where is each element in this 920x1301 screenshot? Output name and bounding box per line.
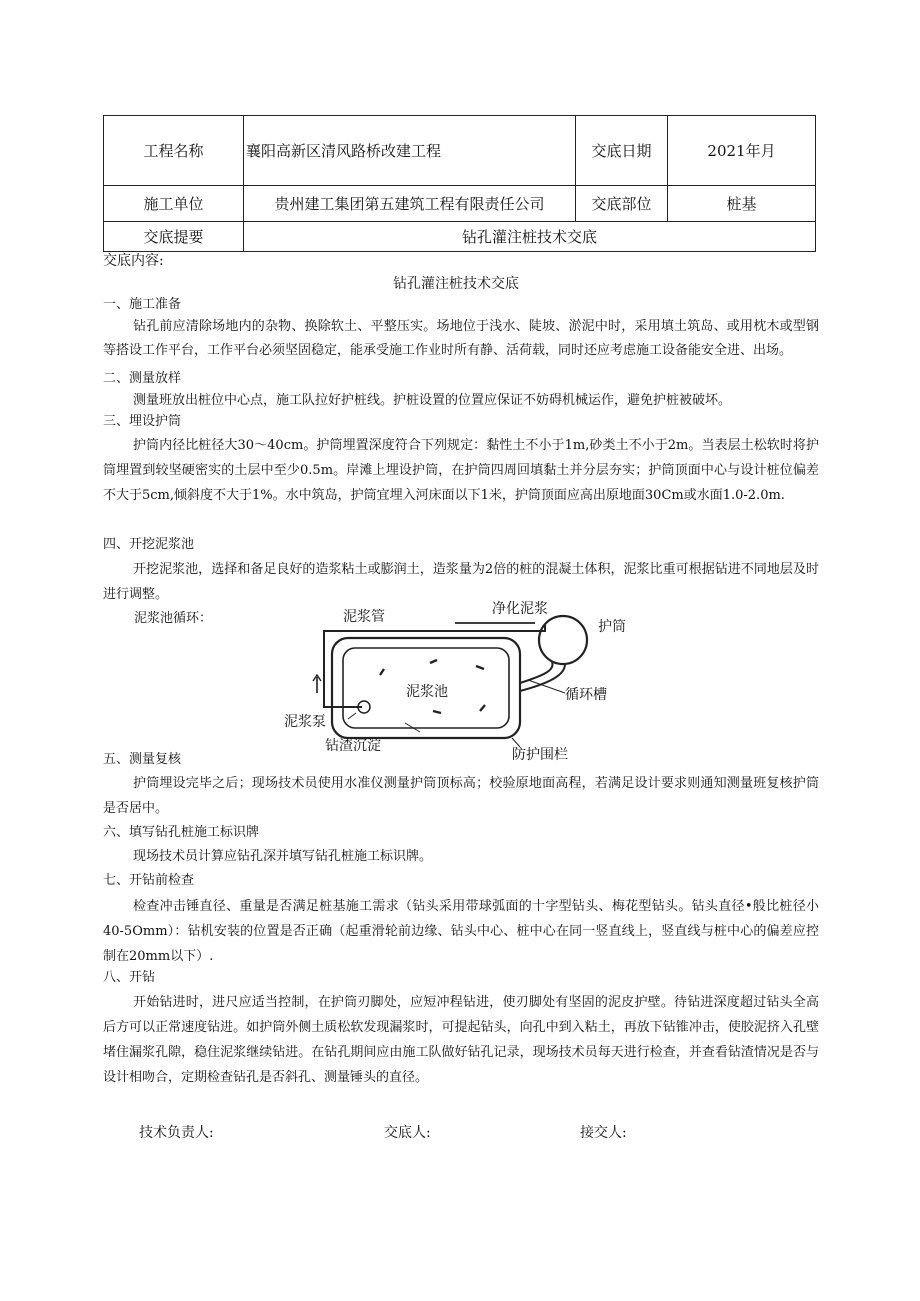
doc-title: 钻孔灌注桩技术交底 bbox=[393, 276, 519, 292]
sediment-mark bbox=[380, 669, 384, 675]
trough-line-2 bbox=[520, 664, 565, 691]
date-label: 交底日期 bbox=[576, 116, 668, 186]
section-1-title: 一、施工准备 bbox=[103, 297, 182, 312]
section-3-body: 护筒内径比桩径大30～40cm。护筒埋置深度符合下列规定：黏性土不小于1m,砂类土不小于2m。当表层土松软时将护筒埋置到较坚硬密实的土层中至少0.5m。岸滩上埋设护筒，在护筒四周回填黏土并分层夯实；护筒顶面中心与设计桩位偏差不大于5cm,倾斜度不大于1%。水中筑岛，护筒宜埋入河床面以下1米，护筒顶面应高出原地面30Cm或水面1.0-2.0m. bbox=[103, 438, 819, 503]
fence-leader bbox=[512, 738, 520, 747]
project-name-label: 工程名称 bbox=[104, 116, 244, 186]
summary-value: 钻孔灌注桩技术交底 bbox=[244, 222, 816, 252]
casing-label: 护筒 bbox=[598, 619, 626, 635]
section-4-title: 四、开挖泥浆池 bbox=[103, 537, 195, 552]
circulation-trough-label: 循环槽 bbox=[565, 687, 607, 703]
section-5-title: 五、测量复核 bbox=[103, 752, 182, 767]
sediment-label: 钻渣沉淀 bbox=[325, 738, 381, 754]
part-value: 桩基 bbox=[668, 186, 816, 222]
section-1-body: 钻孔前应清除场地内的杂物、换除软土、平整压实。场地位于浅水、陡坡、淤泥中时，采用填土筑岛、或用枕木或型钢等搭设工作平台，工作平台必须坚固稳定，能承受施工作业时所有静、活荷载，同时还应考虑施工设备能安全进、出场。 bbox=[103, 319, 819, 358]
mud-pool-label: 泥浆池 bbox=[406, 684, 448, 700]
purify-mud-label: 净化泥浆 bbox=[492, 601, 548, 617]
section-2-title: 二、测量放样 bbox=[103, 371, 182, 386]
mud-circulation-diagram bbox=[280, 595, 660, 765]
section-6-body: 现场技术员计算应钻孔深并填写钻孔桩施工标识牌。 bbox=[133, 849, 433, 864]
section-8-title: 八、开钻 bbox=[103, 970, 156, 985]
section-2-body: 测量班放出桩位中心点，施工队拉好护桩线。护桩设置的位置应保证不妨碍机械运作，避免护桩被破坏。 bbox=[133, 393, 732, 408]
project-name-value: 襄阳高新区清风路桥改建工程 bbox=[244, 116, 576, 186]
section-7-title: 七、开钻前检查 bbox=[103, 873, 195, 888]
mud-pump-label: 泥浆泵 bbox=[284, 714, 326, 730]
sediment-mark bbox=[433, 711, 441, 713]
contractor-value: 贵州建工集团第五建筑工程有限责任公司 bbox=[244, 186, 576, 222]
summary-label: 交底提要 bbox=[104, 222, 244, 252]
section-3-title: 三、埋设护筒 bbox=[103, 414, 182, 429]
receiver-signature-label: 接交人: bbox=[580, 1125, 627, 1141]
section-7-body: 检查冲击锤直径、重量是否满足桩基施工需求（钻头采用带球弧面的十字型钻头、梅花型钻头。钻头直径•般比桩径小40-5Omm）：钻机安装的位置是否正确（起重滑轮前边缘、钻头中心、桩中心在同一竖直线上，竖直线与桩中心的偏差应控制在20mm以下）. bbox=[103, 899, 819, 964]
date-value: 2021年月 bbox=[668, 116, 816, 186]
sediment-mark bbox=[430, 660, 437, 663]
mud-cycle-label: 泥浆池循环： bbox=[134, 611, 213, 626]
discloser-signature-label: 交底人: bbox=[384, 1125, 431, 1141]
contractor-label: 施工单位 bbox=[104, 186, 244, 222]
section-5-body: 护筒埋设完毕之后；现场技术员使用水准仪测量护筒顶标高；校验原地面高程，若满足设计要求则通知测量班复核护筒是否居中。 bbox=[103, 776, 819, 816]
guard-fence-label: 防护围栏 bbox=[512, 747, 568, 763]
sediment-mark bbox=[480, 705, 485, 711]
content-label: 交底内容: bbox=[103, 253, 164, 269]
section-4-body: 开挖泥浆池，选择和备足良好的造浆粘土或膨润土，造浆量为2倍的桩的混凝土体积，泥浆比重可根据钻进不同地层及时进行调整。 bbox=[103, 562, 819, 602]
trough-line-1 bbox=[520, 662, 553, 683]
sediment-mark bbox=[476, 666, 484, 669]
pump-leader bbox=[348, 713, 356, 719]
section-8-body: 开始钻进时，进尺应适当控制，在护筒刃脚处，应短冲程钻进，使刃脚处有坚固的泥皮护壁。待钻进深度超过钻头全高后方可以正常速度钻进。如护筒外侧土质松软发现漏浆时，可提起钻头，向孔中到入粘土，再放下钻锥冲击，使胶泥挤入孔壁堵住漏浆孔隙，稳住泥浆继续钻进。在钻孔期间应由施工队做好钻孔记录，现场技术员每天进行检查，并查看钻渣情况是否与设计相吻合，定期检查钻孔是否斜孔、测量锤头的直径。 bbox=[103, 995, 819, 1085]
casing-circle bbox=[539, 616, 587, 664]
part-label: 交底部位 bbox=[576, 186, 668, 222]
section-6-title: 六、填写钻孔桩施工标识牌 bbox=[103, 825, 260, 840]
mud-pipe-label: 泥浆管 bbox=[343, 609, 385, 625]
tech-lead-signature-label: 技术负责人: bbox=[139, 1125, 214, 1141]
header-table bbox=[103, 115, 816, 252]
